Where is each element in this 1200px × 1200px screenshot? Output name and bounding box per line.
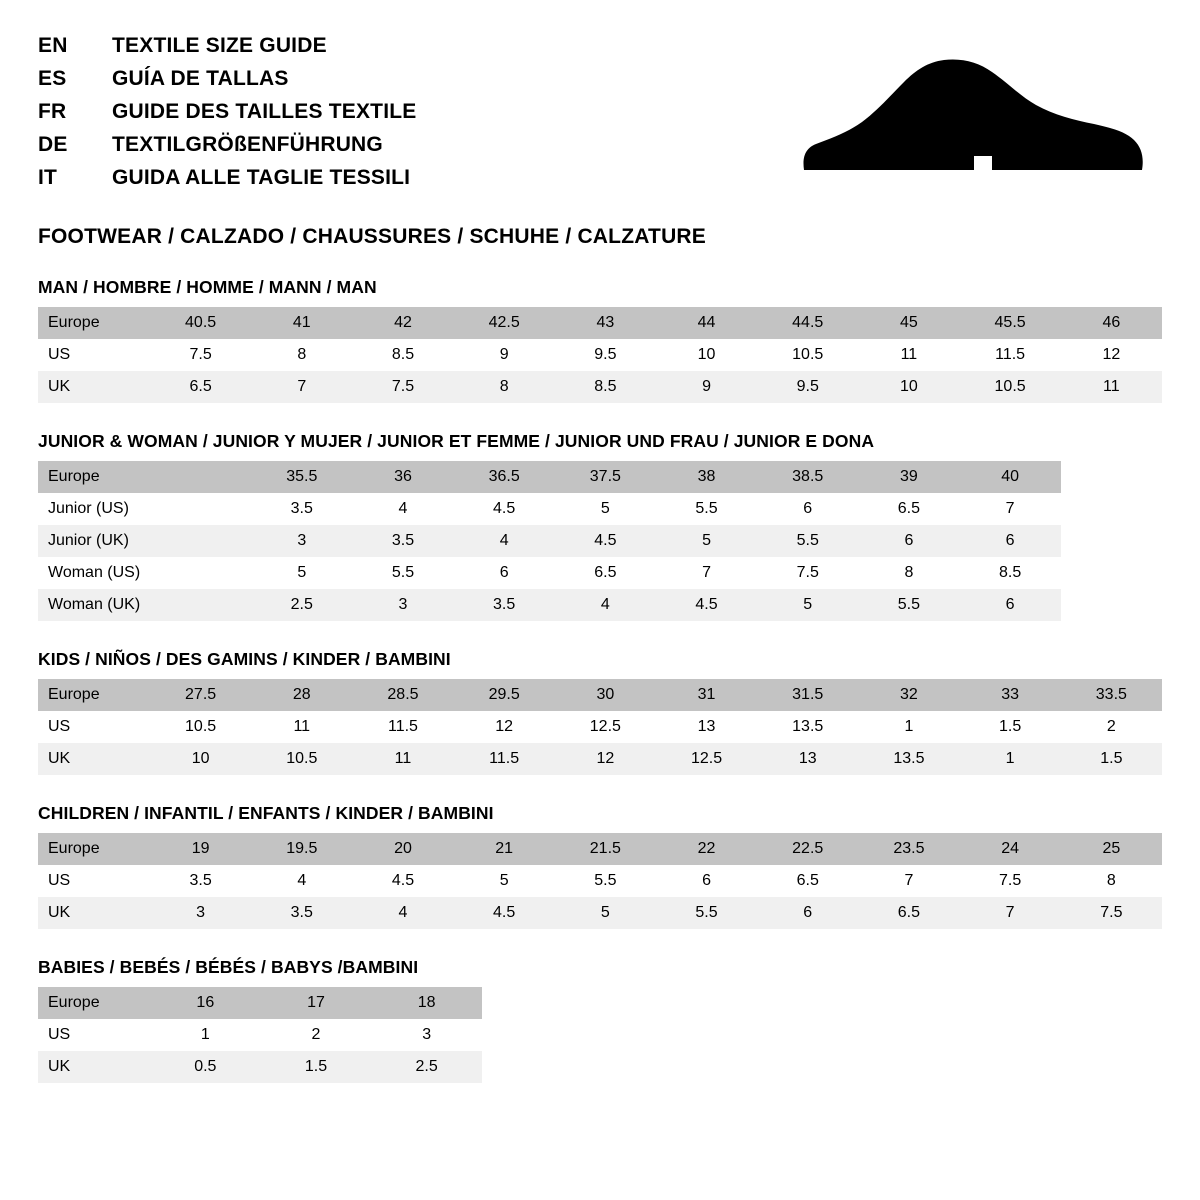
table-cell: 2.5	[415, 1058, 438, 1075]
table-cell: 42	[394, 314, 412, 331]
table-cell: 8	[904, 564, 914, 581]
table-cell: 39	[900, 468, 918, 485]
table-cell: 40	[1001, 468, 1019, 485]
table-cell: 6	[499, 564, 509, 581]
table-cell: 38.5	[792, 468, 824, 485]
table-cell: 36	[394, 468, 412, 485]
table-cell: 9.5	[796, 378, 819, 395]
section-kids	[38, 649, 1162, 775]
row-label: UK	[48, 1058, 71, 1075]
table-cell: 10	[697, 346, 716, 363]
dress-shoe-icon	[792, 52, 1152, 192]
table-cell: 17	[307, 994, 325, 1011]
language-title: TEXTILGRÖßENFÜHRUNG	[112, 133, 383, 156]
table-row	[38, 865, 1162, 897]
size-table-babies	[38, 987, 482, 1083]
table-cell: 4.5	[493, 904, 516, 921]
table-cell: 25	[1102, 840, 1121, 857]
section-children	[38, 803, 1162, 929]
table-cell: 6	[803, 904, 813, 921]
table-cell: 8.5	[998, 564, 1022, 581]
table-row	[38, 525, 1162, 557]
table-cell: 11.5	[489, 750, 520, 767]
table-row	[38, 1051, 482, 1083]
table-cell: 28.5	[387, 686, 419, 703]
table-cell: 46	[1102, 314, 1121, 331]
table-cell: 10	[191, 750, 210, 767]
table-cell: 8.5	[594, 378, 617, 395]
table-cell: 40.5	[185, 314, 217, 331]
row-label: Junior (UK)	[48, 532, 129, 549]
language-title: GUIDE DES TAILLES TEXTILE	[112, 100, 417, 123]
table-cell: 10	[900, 378, 918, 395]
table-cell: 10.5	[994, 378, 1026, 395]
table-cell: 6	[1005, 596, 1015, 613]
table-cell: 6.5	[897, 904, 921, 921]
table-cell: 10.5	[792, 346, 824, 363]
row-label: Europe	[48, 468, 100, 485]
table-cell: 38	[697, 468, 716, 485]
table-cell: 11	[293, 718, 311, 735]
row-label: US	[48, 872, 71, 889]
table-cell: 5	[297, 564, 307, 581]
table-cell: 30	[596, 686, 615, 703]
table-cell: 33	[1001, 686, 1019, 703]
language-code: ES	[38, 67, 67, 90]
table-cell: 4.5	[493, 500, 516, 517]
row-label: US	[48, 346, 71, 363]
table-row	[38, 307, 1162, 339]
table-cell: 5.5	[695, 500, 718, 517]
table-cell: 44	[697, 314, 716, 331]
table-cell: 12.5	[690, 750, 723, 767]
table-cell: 4	[398, 500, 408, 517]
table-cell: 19	[191, 840, 210, 857]
table-cell: 5	[600, 500, 610, 517]
table-cell: 2	[311, 1026, 321, 1043]
table-cell: 4	[499, 532, 509, 549]
table-cell	[150, 589, 251, 621]
table-cell: 27.5	[185, 686, 217, 703]
section-title: BABIES / BEBÉS / BÉBÉS / BABYS /BAMBINI	[38, 957, 419, 977]
language-code: FR	[38, 100, 67, 123]
table-cell: 4.5	[695, 596, 718, 613]
table-cell: 5.5	[391, 564, 415, 581]
table-cell: 1	[1005, 750, 1015, 767]
row-label: US	[48, 718, 71, 735]
table-cell: 41	[292, 314, 311, 331]
table-cell: 7	[702, 564, 711, 581]
table-row	[38, 461, 1162, 493]
table-cell: 3.5	[290, 500, 313, 517]
table-cell	[150, 557, 251, 589]
table-cell: 0.5	[194, 1058, 217, 1075]
table-cell: 20	[394, 840, 412, 857]
table-cell: 6	[702, 872, 711, 889]
table-cell: 42.5	[488, 314, 520, 331]
table-cell: 36.5	[488, 468, 520, 485]
table-cell: 45.5	[994, 314, 1026, 331]
table-row	[38, 679, 1162, 711]
table-cell: 12.5	[589, 718, 621, 735]
table-cell: 29.5	[488, 686, 520, 703]
table-cell: 6.5	[796, 872, 819, 889]
table-cell: 10.5	[286, 750, 318, 767]
table-cell: 13.5	[893, 750, 925, 767]
table-cell: 23.5	[893, 840, 925, 857]
table-cell: 3.5	[189, 872, 212, 889]
table-cell: 4.5	[594, 532, 617, 549]
table-cell: 11.5	[995, 346, 1026, 363]
row-label: Woman (UK)	[48, 596, 141, 613]
table-cell: 11	[900, 346, 918, 363]
table-cell: 8	[1106, 872, 1116, 889]
row-label: Europe	[48, 314, 100, 331]
table-cell: 11	[394, 750, 412, 767]
size-table-children	[38, 833, 1162, 929]
row-label: Europe	[48, 994, 100, 1011]
table-cell: 9.5	[594, 346, 617, 363]
table-cell: 8	[499, 378, 509, 395]
table-cell: 13.5	[792, 718, 824, 735]
row-label: Europe	[48, 840, 100, 857]
table-cell: 21	[495, 840, 514, 857]
size-table-man	[38, 307, 1162, 403]
table-cell: 3.5	[391, 532, 415, 549]
table-cell: 1.5	[1100, 750, 1123, 767]
table-cell: 5	[803, 596, 813, 613]
table-cell: 1.5	[304, 1058, 328, 1075]
section-title: MAN / HOMBRE / HOMME / MANN / MAN	[38, 277, 377, 297]
table-cell: 7.5	[391, 378, 415, 395]
size-table-kids	[38, 679, 1162, 775]
table-cell: 3.5	[493, 596, 516, 613]
table-cell: 31	[697, 686, 716, 703]
table-cell: 44.5	[792, 314, 824, 331]
table-cell: 37.5	[589, 468, 621, 485]
table-cell	[150, 525, 251, 557]
row-label: UK	[48, 750, 71, 767]
language-title: GUIDA ALLE TAGLIE TESSILI	[112, 166, 411, 189]
table-cell: 12	[596, 750, 615, 767]
table-cell: 1.5	[998, 718, 1022, 735]
section-junior-woman	[38, 431, 1162, 621]
table-row	[38, 987, 482, 1019]
table-cell: 45	[900, 314, 918, 331]
table-cell: 6	[1005, 532, 1015, 549]
table-cell: 10.5	[185, 718, 217, 735]
table-cell: 35.5	[286, 468, 318, 485]
table-cell: 7.5	[998, 872, 1022, 889]
table-cell: 5.5	[695, 904, 718, 921]
section-babies	[38, 957, 1162, 1083]
table-cell: 3	[297, 532, 307, 549]
table-cell: 6	[904, 532, 914, 549]
table-cell	[150, 493, 251, 525]
table-cell: 1	[200, 1026, 210, 1043]
language-code: EN	[38, 34, 68, 57]
table-cell: 22	[697, 840, 716, 857]
table-cell: 3	[398, 596, 408, 613]
table-cell: 5	[499, 872, 509, 889]
page-title: FOOTWEAR / CALZADO / CHAUSSURES / SCHUHE / CALZATURE	[38, 225, 707, 248]
table-cell: 28	[292, 686, 311, 703]
table-cell: 7.5	[796, 564, 819, 581]
language-title: TEXTILE SIZE GUIDE	[112, 34, 327, 57]
table-cell: 18	[417, 994, 436, 1011]
table-row	[38, 711, 1162, 743]
language-title: GUÍA DE TALLAS	[112, 67, 289, 90]
section-title: JUNIOR & WOMAN / JUNIOR Y MUJER / JUNIOR ET FEMME / JUNIOR UND FRAU / JUNIOR E DONA	[38, 431, 875, 451]
table-row	[38, 493, 1162, 525]
table-cell: 4	[297, 872, 307, 889]
table-cell: 4	[600, 596, 610, 613]
table-cell: 13	[697, 718, 716, 735]
table-cell: 4.5	[391, 872, 415, 889]
table-cell: 32	[900, 686, 918, 703]
table-cell: 3.5	[290, 904, 313, 921]
row-label: UK	[48, 904, 71, 921]
table-cell	[150, 461, 251, 493]
table-cell: 8	[297, 346, 307, 363]
size-table-junior-woman	[38, 461, 1162, 621]
table-cell: 7	[904, 872, 914, 889]
row-label: US	[48, 1026, 71, 1043]
table-cell: 2.5	[290, 596, 313, 613]
table-cell: 7	[297, 378, 307, 395]
table-cell: 7.5	[1100, 904, 1123, 921]
table-row	[38, 743, 1162, 775]
language-code: IT	[38, 166, 58, 189]
table-cell: 5.5	[796, 532, 819, 549]
table-cell: 5.5	[897, 596, 921, 613]
table-cell: 9	[499, 346, 509, 363]
table-row	[38, 897, 1162, 929]
table-cell: 6.5	[189, 378, 212, 395]
table-cell: 4	[398, 904, 408, 921]
table-cell: 5.5	[594, 872, 617, 889]
table-cell: 19.5	[286, 840, 318, 857]
section-title: KIDS / NIÑOS / DES GAMINS / KINDER / BAMBINI	[38, 649, 451, 669]
table-cell: 7	[1005, 500, 1015, 517]
table-cell: 43	[596, 314, 615, 331]
section-title: CHILDREN / INFANTIL / ENFANTS / KINDER / BAMBINI	[38, 803, 494, 823]
table-cell: 12	[495, 718, 514, 735]
row-label: UK	[48, 378, 71, 395]
table-row	[38, 371, 1162, 403]
table-cell: 5	[702, 532, 711, 549]
table-cell: 11.5	[387, 718, 418, 735]
section-man	[38, 277, 1162, 403]
table-cell: 7.5	[189, 346, 212, 363]
table-cell: 6.5	[897, 500, 921, 517]
table-row	[38, 589, 1162, 621]
table-cell: 11	[1103, 378, 1120, 395]
table-row	[38, 339, 1162, 371]
table-cell: 12	[1102, 346, 1121, 363]
table-cell: 13	[798, 750, 817, 767]
table-cell: 3	[196, 904, 206, 921]
row-label: Woman (US)	[48, 564, 141, 581]
table-cell: 6	[803, 500, 813, 517]
table-cell: 3	[422, 1026, 432, 1043]
table-row	[38, 557, 1162, 589]
table-cell: 5	[600, 904, 610, 921]
table-cell: 33.5	[1095, 686, 1127, 703]
table-row	[38, 833, 1162, 865]
table-cell: 9	[702, 378, 711, 395]
table-cell: 31.5	[792, 686, 824, 703]
table-cell: 2	[1106, 718, 1116, 735]
table-cell: 7	[1005, 904, 1015, 921]
row-label: Junior (US)	[48, 500, 129, 517]
row-label: Europe	[48, 686, 100, 703]
table-cell: 24	[1001, 840, 1019, 857]
table-cell: 21.5	[589, 840, 621, 857]
table-cell: 6.5	[594, 564, 617, 581]
language-code: DE	[38, 133, 68, 156]
table-cell: 8.5	[391, 346, 415, 363]
table-cell: 22.5	[792, 840, 824, 857]
table-cell: 16	[196, 994, 215, 1011]
table-row	[38, 1019, 482, 1051]
table-cell: 1	[904, 718, 914, 735]
